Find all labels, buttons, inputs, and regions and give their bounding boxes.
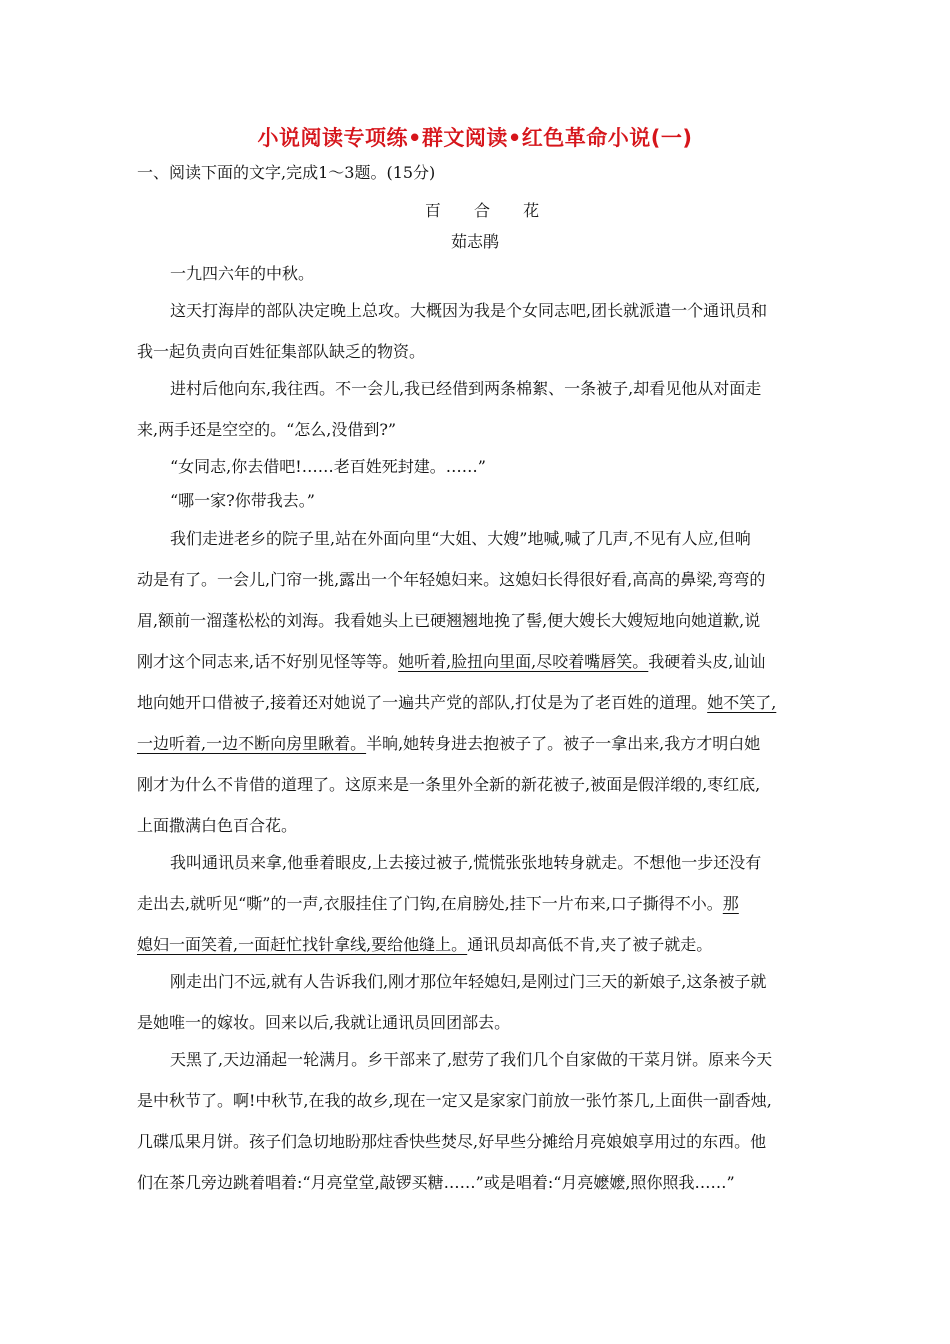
text-segment: 地向她开口借被子,接着还对她说了一遍共产党的部队,打仗是为了老百姓的道理。 (137, 693, 708, 712)
dialogue-line: “女同志,你去借吧!……老百姓死封建。……” (170, 457, 486, 476)
paragraph-line: 我叫通讯员来拿,他垂着眼皮,上去接过被子,慌慌张张地转身就走。不想他一步还没有 (170, 853, 762, 872)
paragraph-line: 是她唯一的嫁妆。回来以后,我就让通讯员回团部去。 (137, 1013, 511, 1032)
question-instruction: 一、阅读下面的文字,完成1～3题。(15分) (137, 163, 436, 182)
paragraph-line: 进村后他向东,我往西。不一会儿,我已经借到两条棉絮、一条被子,却看见他从对面走 (170, 379, 762, 398)
story-title: 百 合 花 (424, 201, 554, 220)
paragraph-line (137, 934, 712, 956)
paragraph-line: 这天打海岸的部队决定晚上总攻。大概因为我是个女同志吧,团长就派遣一个通讯员和 (170, 301, 768, 320)
paragraph-line: 刚走出门不远,就有人告诉我们,刚才那位年轻媳妇,是刚过门三天的新娘子,这条被子就 (170, 972, 767, 991)
paragraph-line: 我们走进老乡的院子里,站在外面向里“大姐、大嫂”地喊,喊了几声,不见有人应,但响 (170, 529, 751, 548)
text-segment: 通讯员却高低不肯,夹了被子就走。 (467, 935, 713, 954)
underlined-sentence: 她听着,脸扭向里面,尽咬着嘴唇笑。 (398, 652, 649, 671)
underlined-sentence: 她不笑了, (707, 693, 777, 712)
paragraph-line: 们在茶几旁边跳着唱着:“月亮堂堂,敲锣买糖……”或是唱着:“月亮嬷嬷,照你照我……” (137, 1173, 735, 1192)
dialogue-line: “哪一家?你带我去。” (170, 491, 315, 510)
paragraph-line: 是中秋节了。啊!中秋节,在我的故乡,现在一定又是家家门前放一张竹茶几,上面供一副香烛, (137, 1091, 772, 1110)
document-title: 小说阅读专项练•群文阅读•红色革命小说(一) (257, 126, 693, 150)
paragraph-line: 一九四六年的中秋。 (170, 264, 315, 283)
underlined-sentence: 一边听着,一边不断向房里瞅着。 (137, 734, 367, 753)
paragraph-line: 动是有了。一会儿,门帘一挑,露出一个年轻媳妇来。这媳妇长得很好看,高高的鼻梁,弯弯的 (137, 570, 766, 589)
paragraph-line: 眉,额前一溜蓬松松的刘海。我看她头上已硬翘翘地挽了髻,便大嫂长大嫂短地向她道歉,说 (137, 611, 761, 630)
underlined-sentence: 那 (722, 894, 739, 913)
text-segment: 刚才这个同志来,话不好别见怪等等。 (137, 652, 399, 671)
paragraph-line (137, 733, 760, 755)
paragraph-line: 我一起负责向百姓征集部队缺乏的物资。 (137, 342, 426, 361)
paragraph-line (137, 692, 776, 714)
paragraph-line: 上面撒满白色百合花。 (137, 816, 298, 835)
paragraph-line: 刚才为什么不肯借的道理了。这原来是一条里外全新的新花被子,被面是假洋缎的,枣红底, (137, 775, 761, 794)
text-segment: 我硬着头皮,讪讪 (648, 652, 766, 671)
paragraph-line (137, 893, 739, 915)
paragraph-line: 几碟瓜果月饼。孩子们急切地盼那炷香快些焚尽,好早些分摊给月亮娘娘享用过的东西。他 (137, 1132, 767, 1151)
text-segment: 半晌,她转身进去抱被子了。被子一拿出来,我方才明白她 (366, 734, 761, 753)
paragraph-line: 来,两手还是空空的。“怎么,没借到?” (137, 420, 397, 439)
paragraph-line: 天黑了,天边涌起一轮满月。乡干部来了,慰劳了我们几个自家做的干菜月饼。原来今天 (170, 1050, 773, 1069)
paragraph-line (137, 651, 765, 673)
underlined-sentence: 媳妇一面笑着,一面赶忙找针拿线,要给他缝上。 (137, 935, 468, 954)
story-author: 茹志鹃 (450, 232, 499, 251)
text-segment: 走出去,就听见“嘶”的一声,衣服挂住了门钩,在肩膀处,挂下一片布来,口子撕得不小。 (137, 894, 723, 913)
